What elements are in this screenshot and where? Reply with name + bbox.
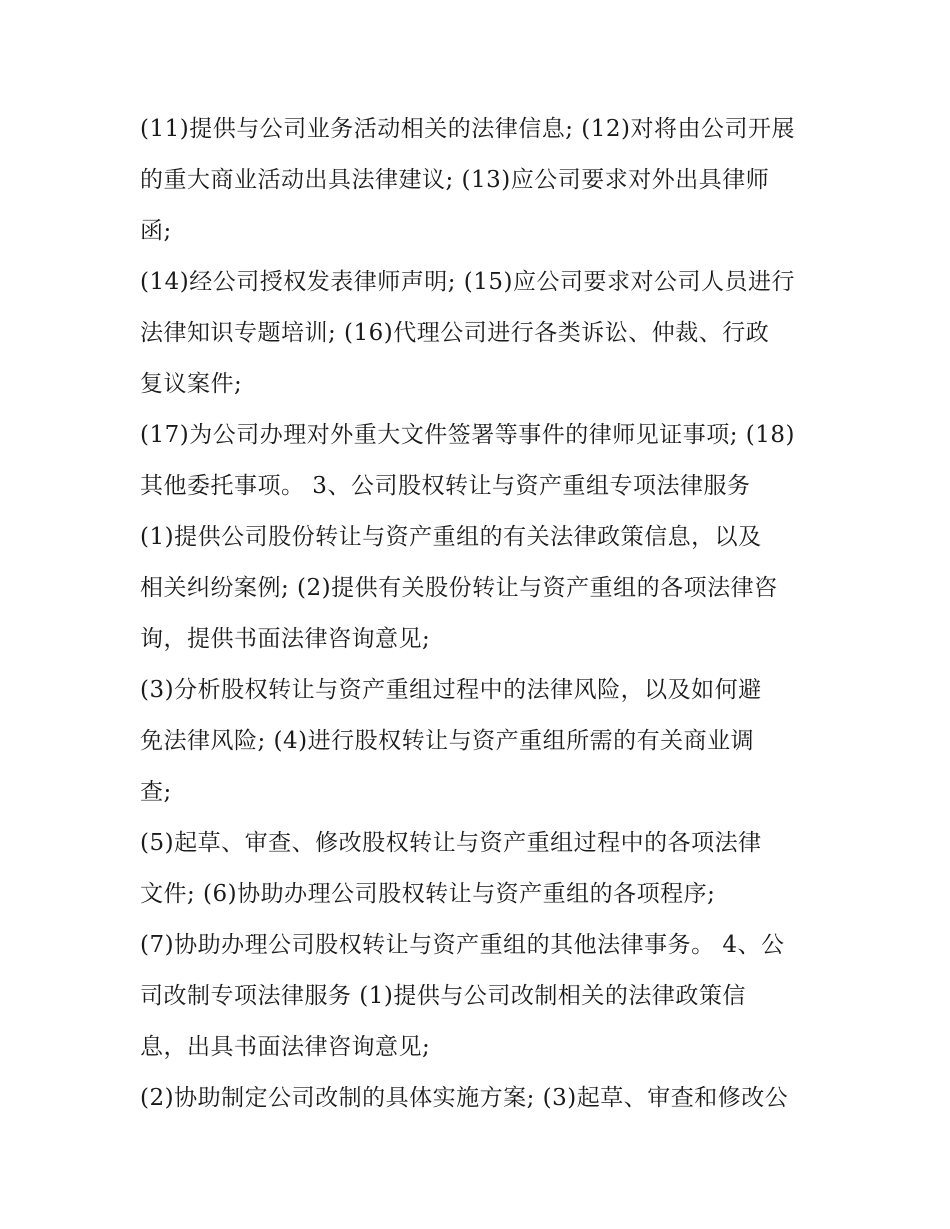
- text-line: (2)协助制定公司改制的具体实施方案; (3)起草、审查和修改公: [140, 1085, 789, 1111]
- text-line: 司改制专项法律服务 (1)提供与公司改制相关的法律政策信: [140, 983, 746, 1009]
- text-line: (7)协助办理公司股权转让与资产重组的其他法律事务。 4、公: [140, 932, 785, 958]
- text-line: 复议案件;: [140, 371, 243, 397]
- text-line: 函;: [140, 218, 172, 244]
- text-line: (3)分析股权转让与资产重组过程中的法律风险，以及如何避: [140, 677, 762, 703]
- text-line: 询，提供书面法律咨询意见;: [140, 626, 431, 652]
- text-line: 免法律风险; (4)进行股权转让与资产重组所需的有关商业调: [140, 728, 755, 754]
- text-line: 其他委托事项。 3、公司股权转让与资产重组专项法律服务: [140, 473, 751, 499]
- text-line: 查;: [140, 779, 172, 805]
- text-line: 法律知识专题培训; (16)代理公司进行各类诉讼、仲裁、行政: [140, 320, 770, 346]
- text-line: 的重大商业活动出具法律建议; (13)应公司要求对外出具律师: [140, 167, 770, 193]
- text-line: (1)提供公司股份转让与资产重组的有关法律政策信息，以及: [140, 524, 762, 550]
- text-line: 文件; (6)协助办理公司股权转让与资产重组的各项程序;: [140, 881, 716, 907]
- text-line: 息，出具书面法律咨询意见;: [140, 1034, 431, 1060]
- text-line: (14)经公司授权发表律师声明; (15)应公司要求对公司人员进行: [140, 269, 795, 295]
- text-line: (11)提供与公司业务活动相关的法律信息; (12)对将由公司开展: [140, 116, 795, 142]
- text-line: 相关纠纷案例; (2)提供有关股份转让与资产重组的各项法律咨: [140, 575, 778, 601]
- document-body: [140, 104, 830, 1124]
- text-line: (5)起草、审查、修改股权转让与资产重组过程中的各项法律: [140, 830, 762, 856]
- text-line: (17)为公司办理对外重大文件签署等事件的律师见证事项; (18): [140, 422, 795, 448]
